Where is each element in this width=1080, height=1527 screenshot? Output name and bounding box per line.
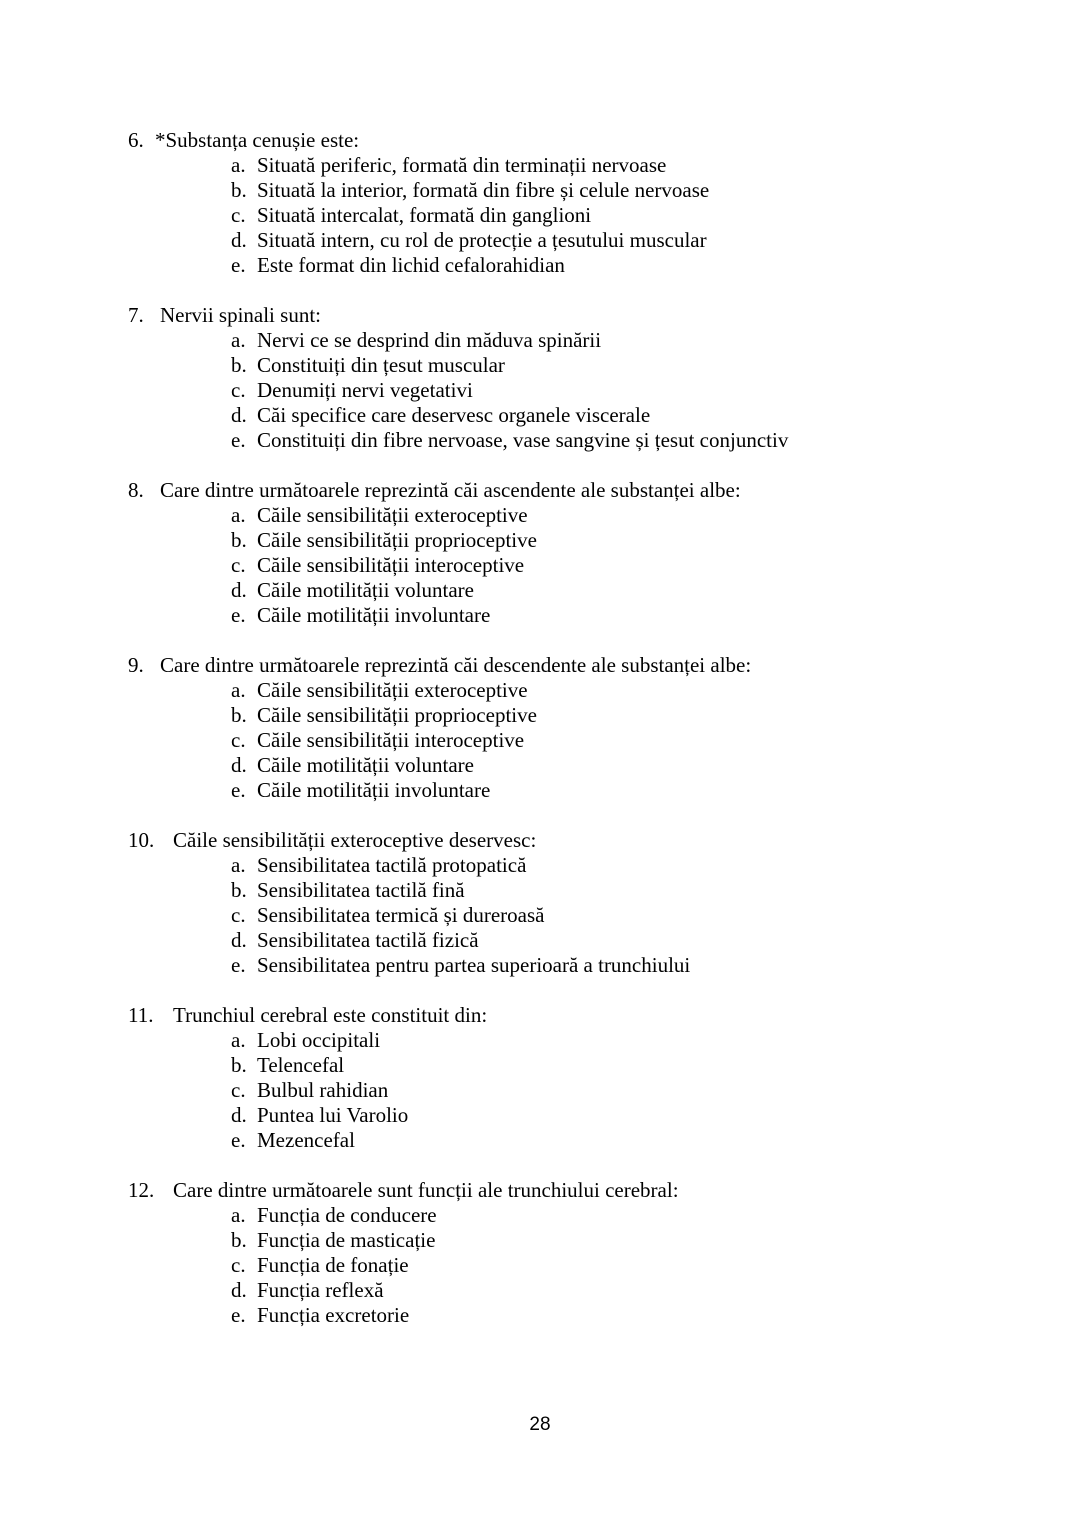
question-text: Care dintre următoarele sunt funcții ale trunchiului cerebral: — [173, 1178, 679, 1202]
option-d — [0, 578, 1080, 603]
option-d — [0, 1278, 1080, 1303]
option-d — [0, 1103, 1080, 1128]
option-b — [0, 1228, 1080, 1253]
option-letter: e. — [231, 953, 246, 977]
option-e — [0, 778, 1080, 803]
option-text: Căile motilității involuntare — [257, 603, 491, 627]
option-letter: a. — [231, 153, 246, 177]
question-number: 9. — [128, 653, 144, 677]
option-a — [0, 1203, 1080, 1228]
question-number: 6. — [128, 128, 144, 152]
option-letter: e. — [231, 1303, 246, 1327]
question-10 — [0, 828, 1080, 978]
option-text: Bulbul rahidian — [257, 1078, 389, 1102]
option-text: Funcția excretorie — [257, 1303, 410, 1327]
option-text: Căile sensibilității interoceptive — [257, 553, 525, 577]
option-text: Nervi ce se desprind din măduva spinării — [257, 328, 602, 352]
option-text: Funcția de conducere — [257, 1203, 437, 1227]
option-d — [0, 228, 1080, 253]
option-letter: a. — [231, 328, 246, 352]
option-e — [0, 253, 1080, 278]
option-text: Denumiți nervi vegetativi — [257, 378, 473, 402]
option-letter: b. — [231, 353, 247, 377]
option-e — [0, 953, 1080, 978]
option-a — [0, 853, 1080, 878]
option-text: Situată periferic, formată din terminații nervoase — [257, 153, 667, 177]
option-a — [0, 503, 1080, 528]
option-letter: d. — [231, 403, 247, 427]
option-a — [0, 678, 1080, 703]
option-letter: e. — [231, 253, 246, 277]
option-text: Sensibilitatea termică și dureroasă — [257, 903, 545, 927]
option-d — [0, 928, 1080, 953]
option-letter: b. — [231, 878, 247, 902]
option-text: Căile sensibilității exteroceptive — [257, 503, 528, 527]
option-c — [0, 1078, 1080, 1103]
option-text: Sensibilitatea tactilă protopatică — [257, 853, 527, 877]
option-c — [0, 903, 1080, 928]
option-text: Funcția de fonație — [257, 1253, 409, 1277]
question-text: *Substanța cenușie este: — [155, 128, 360, 152]
option-e — [0, 603, 1080, 628]
option-text: Telencefal — [257, 1053, 345, 1077]
option-letter: b. — [231, 1053, 247, 1077]
option-text: Sensibilitatea pentru partea superioară a trunchiului — [257, 953, 691, 977]
option-text: Căile motilității involuntare — [257, 778, 491, 802]
question-number: 10. — [128, 828, 155, 852]
option-b — [0, 878, 1080, 903]
option-b — [0, 528, 1080, 553]
option-text: Funcția reflexă — [257, 1278, 384, 1302]
option-letter: d. — [231, 578, 247, 602]
option-e — [0, 1303, 1080, 1328]
option-text: Căile motilității voluntare — [257, 753, 474, 777]
option-letter: a. — [231, 1203, 246, 1227]
option-letter: c. — [231, 1253, 246, 1277]
option-letter: c. — [231, 1078, 246, 1102]
option-letter: b. — [231, 703, 247, 727]
option-c — [0, 1253, 1080, 1278]
question-text: Care dintre următoarele reprezintă căi ascendente ale substanței albe: — [160, 478, 741, 502]
option-e — [0, 428, 1080, 453]
option-letter: a. — [231, 503, 246, 527]
option-letter: e. — [231, 1128, 246, 1152]
question-text: Căile sensibilității exteroceptive deservesc: — [173, 828, 537, 852]
option-letter: a. — [231, 853, 246, 877]
question-list — [0, 128, 1080, 1353]
option-a — [0, 1028, 1080, 1053]
option-letter: b. — [231, 528, 247, 552]
option-b — [0, 703, 1080, 728]
option-text: Funcția de masticație — [257, 1228, 436, 1252]
option-b — [0, 353, 1080, 378]
option-text: Este format din lichid cefalorahidian — [257, 253, 565, 277]
option-letter: e. — [231, 428, 246, 452]
option-text: Căile sensibilității proprioceptive — [257, 528, 537, 552]
option-letter: d. — [231, 928, 247, 952]
question-text: Care dintre următoarele reprezintă căi descendente ale substanței albe: — [160, 653, 752, 677]
option-c — [0, 378, 1080, 403]
option-text: Căile motilității voluntare — [257, 578, 474, 602]
option-a — [0, 153, 1080, 178]
option-text: Sensibilitatea tactilă fizică — [257, 928, 479, 952]
option-text: Căile sensibilității interoceptive — [257, 728, 525, 752]
option-c — [0, 203, 1080, 228]
option-letter: c. — [231, 903, 246, 927]
option-letter: a. — [231, 678, 246, 702]
option-letter: d. — [231, 228, 247, 252]
option-text: Puntea lui Varolio — [257, 1103, 409, 1127]
question-8 — [0, 478, 1080, 628]
option-text: Situată intern, cu rol de protecție a țesutului muscular — [257, 228, 707, 252]
option-b — [0, 178, 1080, 203]
question-text: Trunchiul cerebral este constituit din: — [173, 1003, 488, 1027]
page-number: 28 — [529, 1414, 551, 1435]
option-letter: c. — [231, 728, 246, 752]
option-letter: c. — [231, 203, 246, 227]
option-letter: a. — [231, 1028, 246, 1052]
question-number: 12. — [128, 1178, 155, 1202]
question-9 — [0, 653, 1080, 803]
option-text: Situată intercalat, formată din ganglioni — [257, 203, 592, 227]
question-6 — [0, 128, 1080, 278]
option-letter: e. — [231, 603, 246, 627]
option-letter: b. — [231, 178, 247, 202]
option-a — [0, 328, 1080, 353]
option-d — [0, 403, 1080, 428]
option-letter: e. — [231, 778, 246, 802]
question-11 — [0, 1003, 1080, 1153]
option-letter: c. — [231, 553, 246, 577]
option-d — [0, 753, 1080, 778]
question-number: 8. — [128, 478, 144, 502]
option-text: Lobi occipitali — [257, 1028, 381, 1052]
option-c — [0, 728, 1080, 753]
option-b — [0, 1053, 1080, 1078]
question-text: Nervii spinali sunt: — [160, 303, 321, 327]
option-letter: c. — [231, 378, 246, 402]
option-letter: b. — [231, 1228, 247, 1252]
option-text: Sensibilitatea tactilă fină — [257, 878, 465, 902]
option-letter: d. — [231, 753, 247, 777]
option-letter: d. — [231, 1278, 247, 1302]
option-text: Constituiți din țesut muscular — [257, 353, 505, 377]
option-c — [0, 553, 1080, 578]
option-text: Mezencefal — [257, 1128, 355, 1152]
option-text: Căile sensibilității proprioceptive — [257, 703, 537, 727]
option-letter: d. — [231, 1103, 247, 1127]
question-number: 11. — [128, 1003, 154, 1027]
option-text: Constituiți din fibre nervoase, vase sangvine și țesut conjunctiv — [257, 428, 789, 452]
question-12 — [0, 1178, 1080, 1328]
option-text: Căile sensibilității exteroceptive — [257, 678, 528, 702]
option-e — [0, 1128, 1080, 1153]
question-number: 7. — [128, 303, 144, 327]
option-text: Căi specifice care deservesc organele viscerale — [257, 403, 651, 427]
question-7 — [0, 303, 1080, 453]
option-text: Situată la interior, formată din fibre și celule nervoase — [257, 178, 710, 202]
